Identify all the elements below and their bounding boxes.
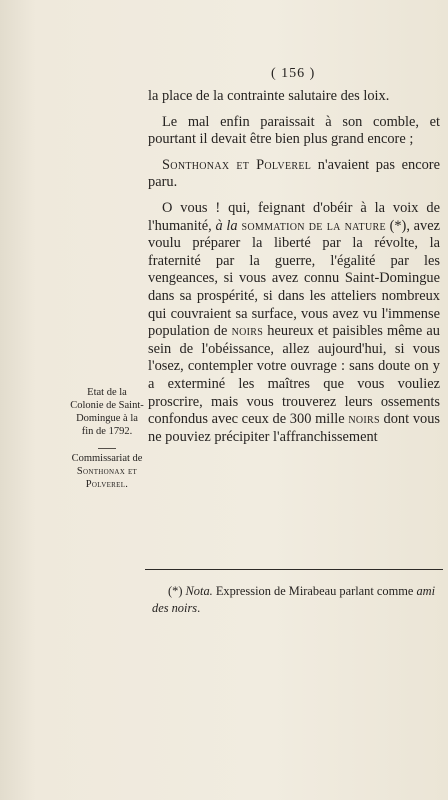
footnote-mark: (*) bbox=[168, 584, 186, 598]
p4-part-c: heureux et paisibles même au sein de l'obéissance, allez aujourd'hui, si vous l'osez, contempler votre ouvrage : sans doute on y a exterminé les maîtres que vous vouliez proscrire, mais vous trouverez leurs ossements confondus avec ceux de 300 mille bbox=[148, 323, 441, 428]
p4-part-d: dont vous ne pouviez précipiter l'affranchissement bbox=[148, 411, 441, 445]
marginal-rule bbox=[98, 448, 116, 449]
marginal-note-colony-state: Etat de la Colonie de Saint-Domingue à la fin de 1792. bbox=[70, 387, 144, 437]
footnote-divider bbox=[145, 569, 443, 570]
main-text bbox=[148, 88, 440, 454]
p4-smallcaps: sommation de la nature bbox=[237, 217, 386, 234]
p4-italic: à la bbox=[215, 217, 238, 234]
p4-noirs-2: noirs bbox=[348, 411, 380, 428]
p4-noirs-1: noirs bbox=[231, 323, 264, 340]
page-number: ( 156 ) bbox=[271, 66, 316, 81]
footnote bbox=[152, 583, 448, 617]
commissioners-names: Sonthonax et Polverel bbox=[162, 156, 312, 173]
p4-part-a: O vous ! qui, feignant d'obéir à la voix de l'humanité, bbox=[148, 199, 440, 234]
footnote-text-1: Expression de Mirabeau parlant comme bbox=[212, 584, 417, 598]
paragraph-3-rest: n'avaient pas encore paru. bbox=[148, 156, 440, 191]
paragraph-4 bbox=[148, 200, 440, 446]
marginal-note-2-a: Commissariat de bbox=[71, 453, 143, 464]
paragraph-2: Le mal enfin paraissait à son comble, et pourtant il devait être bien plus grand encore ; bbox=[148, 113, 440, 148]
marginal-note-commissioners bbox=[70, 444, 144, 491]
footnote-nota: Nota. bbox=[185, 584, 213, 598]
p4-part-b: (*), avez voulu préparer la liberté par la révolte, la fraternité par la guerre, l'égalité par les vengeances, si vous avez connu Saint-Domingue dans sa prospérité, si dans les atteliers nombreux qui couvraient sa surface, vous avez vu l'immense population de bbox=[148, 217, 440, 340]
paragraph-1: la place de la contrainte salutaire des loix. bbox=[148, 88, 390, 104]
footnote-text-2: . bbox=[197, 601, 201, 615]
marginal-note-2-names: Sonthonax et Polverel. bbox=[76, 466, 138, 490]
paragraph-3 bbox=[148, 157, 440, 192]
footnote-italic: ami des noirs bbox=[152, 584, 436, 615]
